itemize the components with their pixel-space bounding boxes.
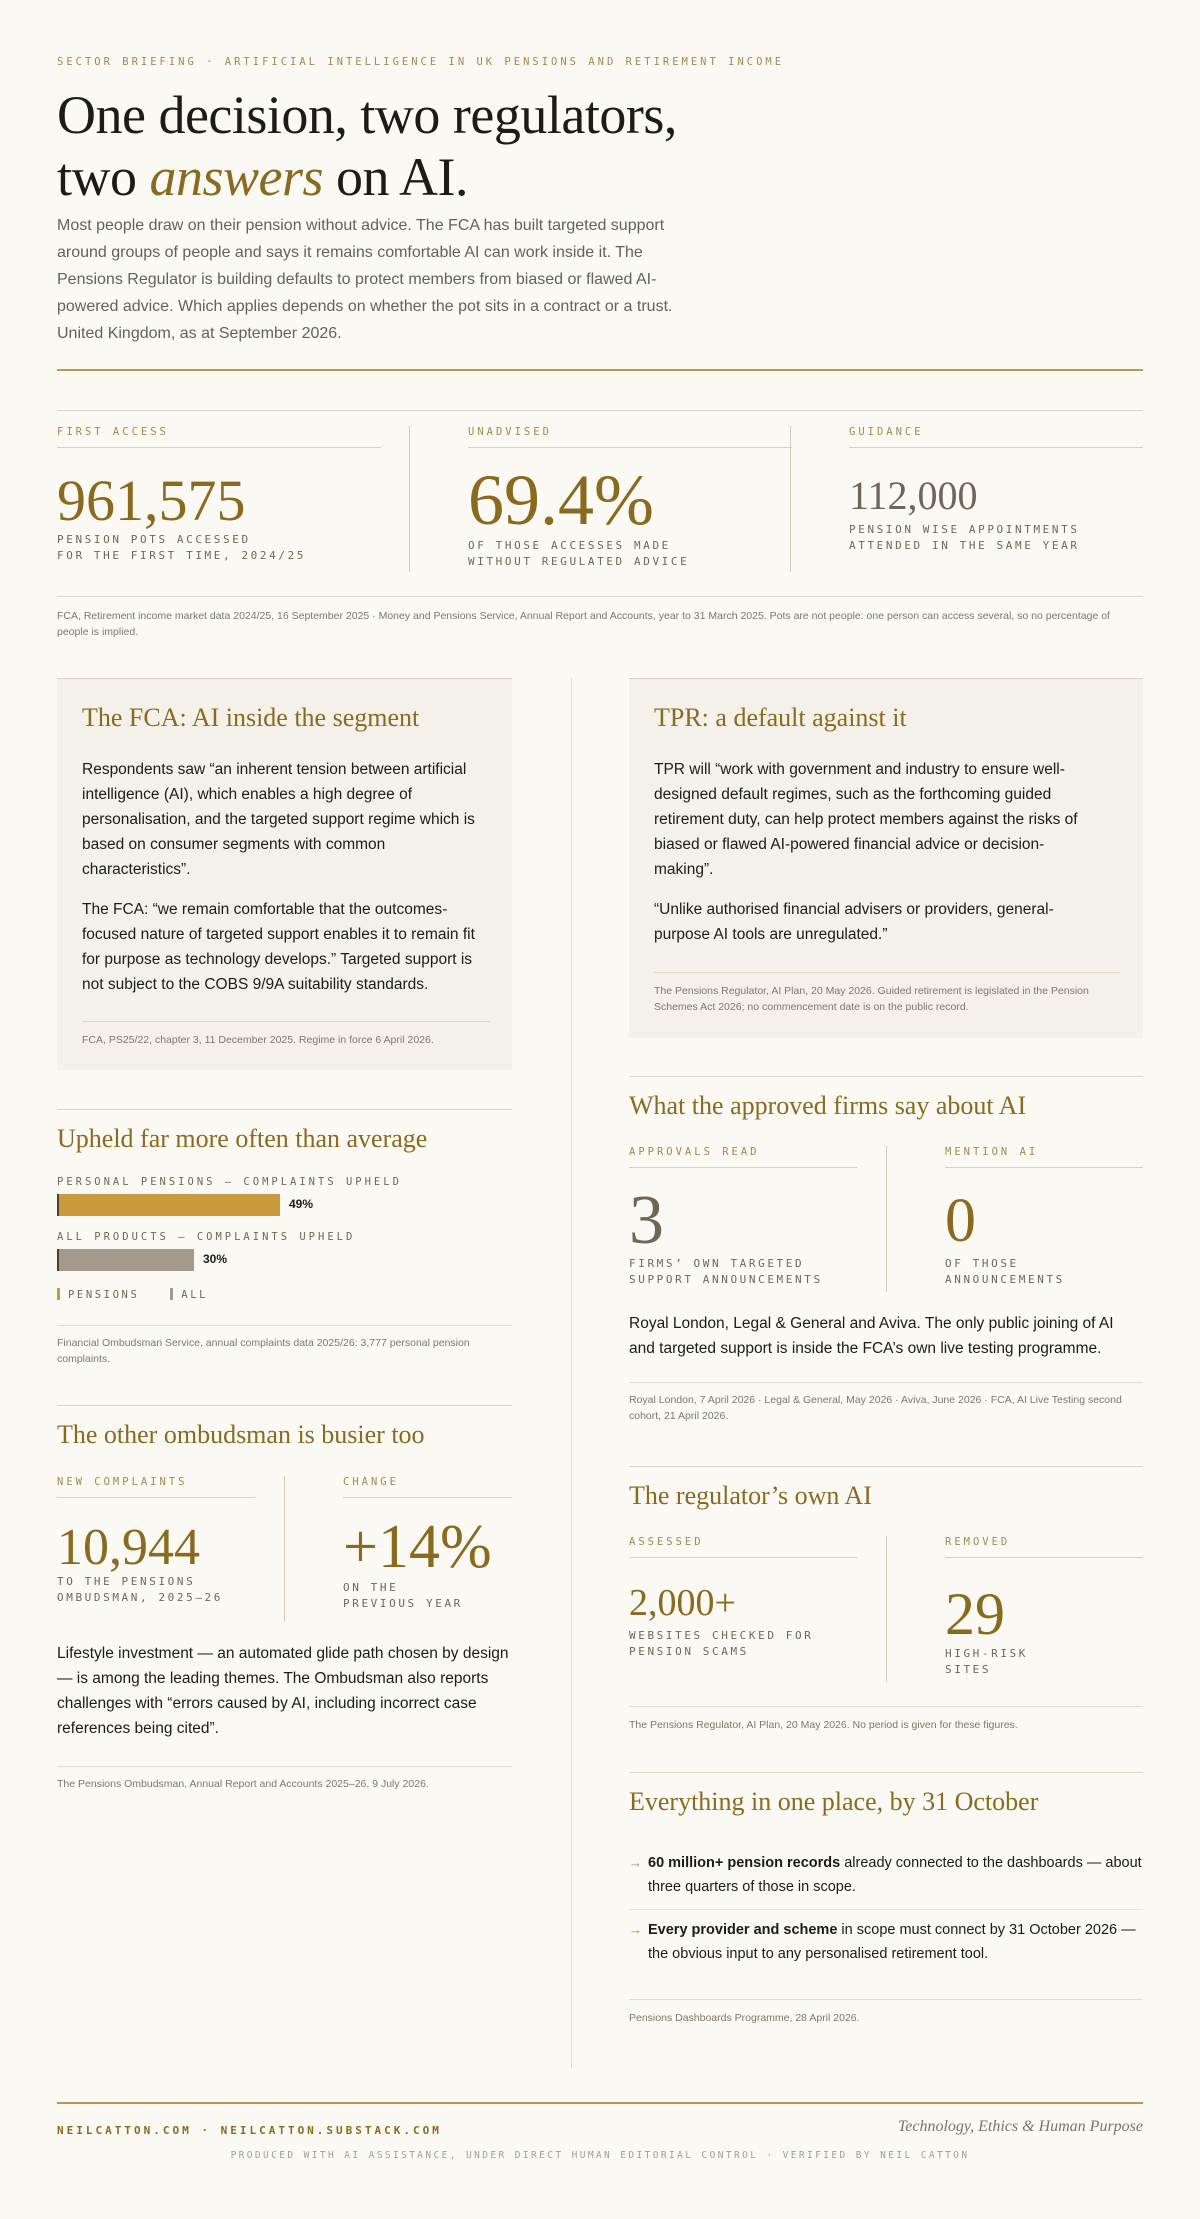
stat-removed <box>945 1536 1143 1678</box>
title-emphasis: answers <box>149 147 324 207</box>
stat-divider <box>409 426 410 572</box>
legend-swatch <box>170 1288 173 1300</box>
bar-value-label: 49% <box>289 1197 314 1211</box>
kicker: SECTOR BRIEFING · ARTIFICIAL INTELLIGENCE IN UK PENSIONS AND RETIREMENT INCOME <box>57 56 785 68</box>
bullet-emphasis: Every provider and scheme <box>648 1922 838 1938</box>
stat-label: UNADVISED <box>468 426 792 448</box>
stat-caption: HIGH-RISK SITES <box>945 1647 1029 1676</box>
stat-caption: FIRMS’ OWN TARGETED SUPPORT ANNOUNCEMENTS <box>629 1257 823 1286</box>
stat-label: ASSESSED <box>629 1536 857 1558</box>
tpr-card <box>629 678 1143 1038</box>
fca-card <box>57 678 512 1070</box>
arrow-icon: → <box>629 1922 642 1937</box>
upheld-bar-chart <box>57 1176 512 1306</box>
stat-guidance <box>849 426 1143 554</box>
section-rule <box>629 1706 1143 1707</box>
stat-unadvised <box>468 426 792 570</box>
title-pre: two <box>57 147 150 207</box>
ombudsman-source: The Pensions Ombudsman, Annual Report and Accounts 2025–26, 9 July 2026. <box>57 1778 429 1790</box>
firms-source: Royal London, 7 April 2026 · Legal & General, May 2026 · Aviva, June 2026 · FCA, AI Live Testing second cohort, 21 April 2026. <box>629 1394 1122 1422</box>
section-rule <box>629 1466 1143 1467</box>
stat-caption: ON THE PREVIOUS YEAR <box>343 1581 463 1610</box>
footer-tagline: Technology, Ethics & Human Purpose <box>897 2118 1143 2135</box>
legend-item-pensions <box>57 1289 139 1301</box>
stat-label: NEW COMPLAINTS <box>57 1476 255 1498</box>
title-post: on AI. <box>323 147 469 207</box>
stat-label: CHANGE <box>343 1476 512 1498</box>
stat-value: 3 <box>629 1182 664 1259</box>
regulator-ai-source: The Pensions Regulator, AI Plan, 20 May 2026. No period is given for these figures. <box>629 1719 1018 1731</box>
card-paragraph: TPR will “work with government and industry to ensure well-designed default regimes, such as the forthcoming guided retirement duty, can help protect members against the risks of biased or flawed AI-powered financial advice or decision-making”. <box>654 761 1078 878</box>
legend-label: PENSIONS <box>68 1289 140 1301</box>
lede: Most people draw on their pension without advice. The FCA has built targeted support around groups of people and says it remains comfortable AI can work inside it. The Pensions Regulator is building defaults to protect members from biased or flawed AI-powered advice. Which applies depends on whether the pot sits in a contract or a trust. United Kingdom, as at September 2026. <box>57 217 673 342</box>
section-rule <box>629 1076 1143 1077</box>
stat-value: 29 <box>945 1581 1005 1647</box>
title-line-1: One decision, two regulators, <box>57 85 677 145</box>
stat-assessed <box>629 1536 857 1660</box>
dashboards-bullet <box>629 1851 1143 1899</box>
bar-category-label: PERSONAL PENSIONS — COMPLAINTS UPHELD <box>57 1176 402 1188</box>
stat-value: 69.4% <box>468 460 654 540</box>
section-rule <box>629 1382 1143 1383</box>
stat-divider <box>284 1476 285 1622</box>
legend-swatch <box>57 1288 60 1300</box>
stat-caption: TO THE PENSIONS OMBUDSMAN, 2025–26 <box>57 1575 224 1604</box>
stat-approvals-read <box>629 1146 857 1288</box>
stat-caption: WEBSITES CHECKED FOR PENSION SCAMS <box>629 1629 814 1658</box>
stat-value: +14% <box>343 1513 492 1581</box>
stat-caption: PENSION WISE APPOINTMENTS ATTENDED IN THE SAME YEAR <box>849 523 1080 552</box>
bullet-divider <box>629 1909 1143 1910</box>
firms-title: What the approved firms say about AI <box>629 1091 1027 1120</box>
arrow-icon: → <box>629 1855 642 1870</box>
bullet-emphasis: 60 million+ pension records <box>648 1855 841 1871</box>
section-rule <box>629 1999 1143 2000</box>
bar-all-products <box>57 1249 194 1271</box>
stat-value: 2,000+ <box>629 1582 736 1624</box>
card-paragraph: Respondents saw “an inherent tension between artificial intelligence (AI), which enables a high degree of personalisation, and the targeted support regime which is based on consumer segments with common characteristics”. <box>82 761 475 878</box>
footer-links[interactable]: NEILCATTON.COM · NEILCATTON.SUBSTACK.COM <box>57 2124 442 2137</box>
card-source: FCA, PS25/22, chapter 3, 11 December 2025. Regime in force 6 April 2026. <box>82 1021 490 1048</box>
stat-change <box>343 1476 512 1612</box>
stats-source-note: FCA, Retirement income market data 2024/25, 16 September 2025 · Money and Pensions Service, Annual Report and Accounts, year to 31 March 2025. Pots are not people: one person can access several, so no percentage of people is implied. <box>57 610 1110 638</box>
card-title: The FCA: AI inside the segment <box>82 703 420 732</box>
card-paragraph: The FCA: “we remain comfortable that the outcomes-focused nature of targeted support enables it to remain fit for purpose as technology develops.” Targeted support is not subject to the COBS 9/9A suitability standards. <box>82 901 475 993</box>
stat-caption: OF THOSE ANNOUNCEMENTS <box>945 1257 1065 1286</box>
section-rule <box>629 1772 1143 1773</box>
stat-divider <box>886 1146 887 1292</box>
section-rule <box>57 1405 512 1406</box>
dashboards-title: Everything in one place, by 31 October <box>629 1787 1039 1816</box>
stat-value: 112,000 <box>849 473 978 518</box>
upheld-source: Financial Ombudsman Service, annual complaints data 2025/26: 3,777 personal pension complaints. <box>57 1337 470 1365</box>
legend-label: ALL <box>181 1289 209 1301</box>
stat-mention-ai <box>945 1146 1143 1288</box>
card-title: TPR: a default against it <box>654 703 907 732</box>
bullet-text: already connected to the dashboards — about three quarters of those in scope. <box>648 1855 1142 1895</box>
stat-divider <box>886 1536 887 1682</box>
stat-value: 961,575 <box>57 468 246 533</box>
stat-first-access <box>57 426 381 564</box>
bar-value-label: 30% <box>203 1252 228 1266</box>
column-divider <box>571 678 572 2068</box>
stat-new-complaints <box>57 1476 255 1606</box>
regulator-ai-title: The regulator’s own AI <box>629 1481 872 1510</box>
card-paragraph: “Unlike authorised financial advisers or providers, general-purpose AI tools are unregulated.” <box>654 901 1054 943</box>
section-rule <box>57 1325 512 1326</box>
upheld-title: Upheld far more often than average <box>57 1124 428 1153</box>
stat-value: 10,944 <box>57 1519 200 1576</box>
header-divider <box>57 369 1143 371</box>
stat-label: MENTION AI <box>945 1146 1143 1168</box>
stat-label: FIRST ACCESS <box>57 426 381 448</box>
bar-category-label: ALL PRODUCTS — COMPLAINTS UPHELD <box>57 1231 356 1243</box>
stat-value: 0 <box>945 1187 976 1255</box>
stat-label: GUIDANCE <box>849 426 1143 448</box>
chart-legend <box>57 1288 208 1301</box>
stats-top-rule <box>57 410 1143 411</box>
firms-body: Royal London, Legal & General and Aviva. The only public joining of AI and targeted support is inside the FCA’s own live testing programme. <box>629 1315 1114 1357</box>
stat-label: APPROVALS READ <box>629 1146 857 1168</box>
stat-divider <box>790 426 791 572</box>
card-source: The Pensions Regulator, AI Plan, 20 May 2026. Guided retirement is legislated in the Pension Schemes Act 2026; no commencement date is on the public record. <box>654 972 1120 1015</box>
section-rule <box>57 1109 512 1110</box>
stat-caption: OF THOSE ACCESSES MADE WITHOUT REGULATED ADVICE <box>468 539 690 568</box>
bar-pensions <box>57 1194 280 1216</box>
stat-label: REMOVED <box>945 1536 1143 1558</box>
footer-credit: PRODUCED WITH AI ASSISTANCE, UNDER DIRECT HUMAN EDITORIAL CONTROL · VERIFIED BY NEIL CATTON <box>230 2150 970 2161</box>
bullet-text: in scope must connect by 31 October 2026 — the obvious input to any personalised retirement tool. <box>648 1922 1136 1962</box>
footer-divider <box>57 2102 1143 2104</box>
dashboards-bullet <box>629 1918 1143 1966</box>
ombudsman-body: Lifestyle investment — an automated glide path chosen by design — is among the leading themes. The Ombudsman also reports challenges with “errors caused by AI, including incorrect case references being cited”. <box>57 1645 509 1737</box>
legend-item-all <box>170 1289 208 1301</box>
stats-bottom-rule <box>57 596 1143 597</box>
section-rule <box>57 1766 512 1767</box>
dashboards-source: Pensions Dashboards Programme, 28 April 2026. <box>629 2012 860 2024</box>
page-title <box>57 84 737 208</box>
ombudsman-title: The other ombudsman is busier too <box>57 1420 425 1449</box>
stat-caption: PENSION POTS ACCESSED FOR THE FIRST TIME, 2024/25 <box>57 533 307 562</box>
